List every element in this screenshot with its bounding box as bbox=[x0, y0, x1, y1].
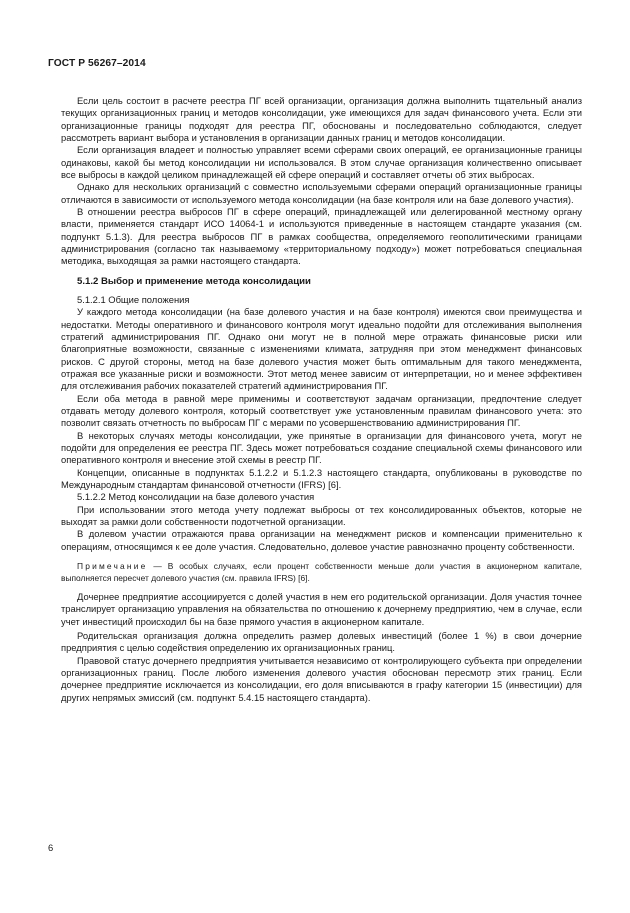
note bbox=[61, 560, 582, 584]
paragraph: Если организация владеет и полностью управляет всеми сферами своих операций, ее организационные границы одинаковы, какой бы метод консолидации ни использовался. В этом случае организация количественно описывает все выбросы в каждой целиком принадлежащей ей сфере операций и составляет отчеты об этих выбросах. bbox=[61, 144, 582, 181]
paragraph: В долевом участии отражаются права организации на менеджмент рисков и компенсации применительно к операциям, относящимся к ее доле участия. Следовательно, долевое участие равнозначно проценту собственности. bbox=[61, 528, 582, 552]
paragraph: При использовании этого метода учету подлежат выбросы от тех консолидированных объектов, которые не выходят за рамки доли собственности подотчетной организации. bbox=[61, 503, 582, 527]
page-number: 6 bbox=[48, 842, 54, 853]
paragraph: Родительская организация должна определить размер долевых инвестиций (более 1 %) в свои дочерние предприятия с целью содействия определению их организационных границ. bbox=[61, 630, 582, 654]
subsection-heading-equity: 5.1.2.2 Метод консолидации на базе долевого участия bbox=[77, 491, 315, 503]
paragraph: Дочернее предприятие ассоциируется с долей участия в нем его родительской организации. Доля участия точнее транслирует организацию управления на обязательства по отношению к дочернему предприятию, чем в случае, если учет инвестиций происходил бы на базе прямого участия в акционерном капитале. bbox=[61, 591, 582, 627]
paragraph: Однако для нескольких организаций с совместно используемыми сферами операций организационные границы отличаются в зависимости от используемого метода консолидации (на базе контроля или на базе долевого участия). bbox=[61, 181, 582, 205]
note-label: Примечание bbox=[77, 561, 148, 572]
subsection-heading-general: 5.1.2.1 Общие положения bbox=[77, 293, 190, 305]
section-heading: 5.1.2 Выбор и применение метода консолидации bbox=[77, 275, 311, 287]
standard-header: ГОСТ Р 56267–2014 bbox=[48, 58, 146, 69]
document-body bbox=[61, 95, 582, 704]
paragraph: У каждого метода консолидации (на базе долевого участия и на базе контроля) имеются свои преимущества и недостатки. Методы оперативного и финансового контроля могут идеально подойти для отслеживания выполнения стратегий администрирования ПГ. Однако они могут не в полной мере отражать финансовые риски или благоприятные возможности, связанные с изменениями климата, затрудняя при этом менеджмент финансовых рисков. С другой стороны, метод на базе долевого участия может быть оптимальным для такого менеджмента, отражая все указанные риски и возможности. Этот метод менее зависим от интерпретации, но и менее эффективен для отслеживания рабочих показателей стратегий администрирования ПГ. bbox=[61, 306, 582, 392]
paragraph: Если оба метода в равной мере применимы и соответствуют задачам организации, предпочтение следует отдавать методу долевого контроля, который соответствует уже установленным правилам финансового учета: это позволит связать отчетность по выбросам ПГ с мерами по усовершенствованию администрирования ПГ. bbox=[61, 392, 582, 429]
paragraph: В отношении реестра выбросов ПГ в сфере операций, принадлежащей или делегированной местному органу власти, применяется стандарт ИСО 14064-1 и используются приведенные в настоящем стандарте указания (см. подпункт 5.1.3). Для реестра выбросов ПГ в рамках сообщества, определяемого геополитическими границами администрирования (согласно так называемому «территориальному подходу») может потребоваться специальная методика, выходящая за рамки настоящего стандарта. bbox=[61, 206, 582, 267]
paragraph: Правовой статус дочернего предприятия учитывается независимо от контролирующего субъекта при определении организационных границ. После любого изменения долевого участия обоснован пересмотр этих границ. Если дочернее предприятие исключается из консолидации, его доля вписываются в графу категории 15 (инвестиции) для других непрямых эмиссий (см. подпункт 5.4.15 настоящего стандарта). bbox=[61, 654, 582, 703]
paragraph: Концепции, описанные в подпунктах 5.1.2.2 и 5.1.2.3 настоящего стандарта, опубликованы в руководстве по Международным стандартам финансовой отчетности (IFRS) [6]. bbox=[61, 466, 582, 490]
paragraph: В некоторых случаях методы консолидации, уже принятые в организации для финансового учета, могут не подойти для определения ее реестра ПГ. Здесь может потребоваться создание специальной схемы финансового или оперативного контроля и внесение этой схемы в реестр ПГ. bbox=[61, 429, 582, 466]
note-text: — В особых случаях, если процент собственности меньше доли участия в акционерном капитале, выполняется пересчет долевого участия (см. правила IFRS) [6]. bbox=[61, 561, 582, 584]
paragraph: Если цель состоит в расчете реестра ПГ всей организации, организация должна выполнить тщательный анализ текущих организационных границ и методов консолидации, уже имеющихся для задач финансового учета. Если эти организационные границы подходят для реестра ПГ, обоснованы и последовательно соблюдаются, следует рассмотреть вариант выбора и установления в организации данных границ и методов консолидации. bbox=[61, 95, 582, 144]
